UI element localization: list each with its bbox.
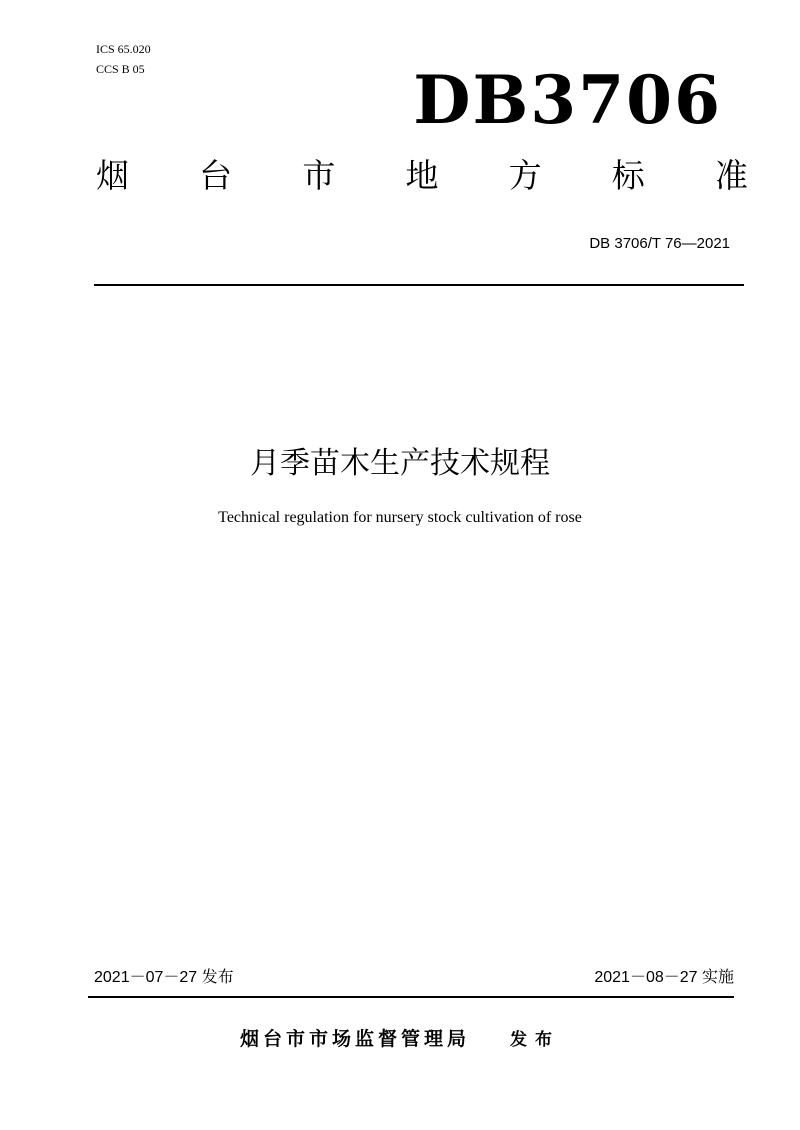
- standard-type-char: 标: [611, 156, 645, 195]
- standard-type-char: 方: [508, 156, 542, 195]
- issue-label: 发布: [510, 1030, 560, 1050]
- publish-date: 2021－07－27 发布: [94, 969, 234, 986]
- issuer-name: 烟台市市场监督管理局: [239, 1028, 470, 1050]
- document-title-english: Technical regulation for nursery stock cultivation of rose: [218, 509, 582, 526]
- ics-code: ICS 65.020: [96, 42, 151, 56]
- issuer-line: [0, 1026, 800, 1053]
- standard-type-heading: [96, 152, 748, 200]
- document-title-chinese: 月季苗木生产技术规程: [250, 446, 550, 481]
- bottom-divider: [88, 996, 734, 998]
- standard-type-char: 准: [714, 156, 748, 195]
- standard-type-char: 烟: [96, 156, 129, 195]
- implement-date: 2021－08－27 实施: [594, 969, 734, 986]
- db-code-logo: DB3706: [413, 61, 722, 139]
- ccs-code: CCS B 05: [96, 62, 145, 76]
- standard-type-char: 地: [405, 156, 439, 195]
- standard-type-char: 市: [302, 156, 336, 195]
- standard-number: DB 3706/T 76—2021: [589, 235, 730, 252]
- top-divider: [94, 284, 744, 286]
- standard-type-char: 台: [199, 156, 233, 195]
